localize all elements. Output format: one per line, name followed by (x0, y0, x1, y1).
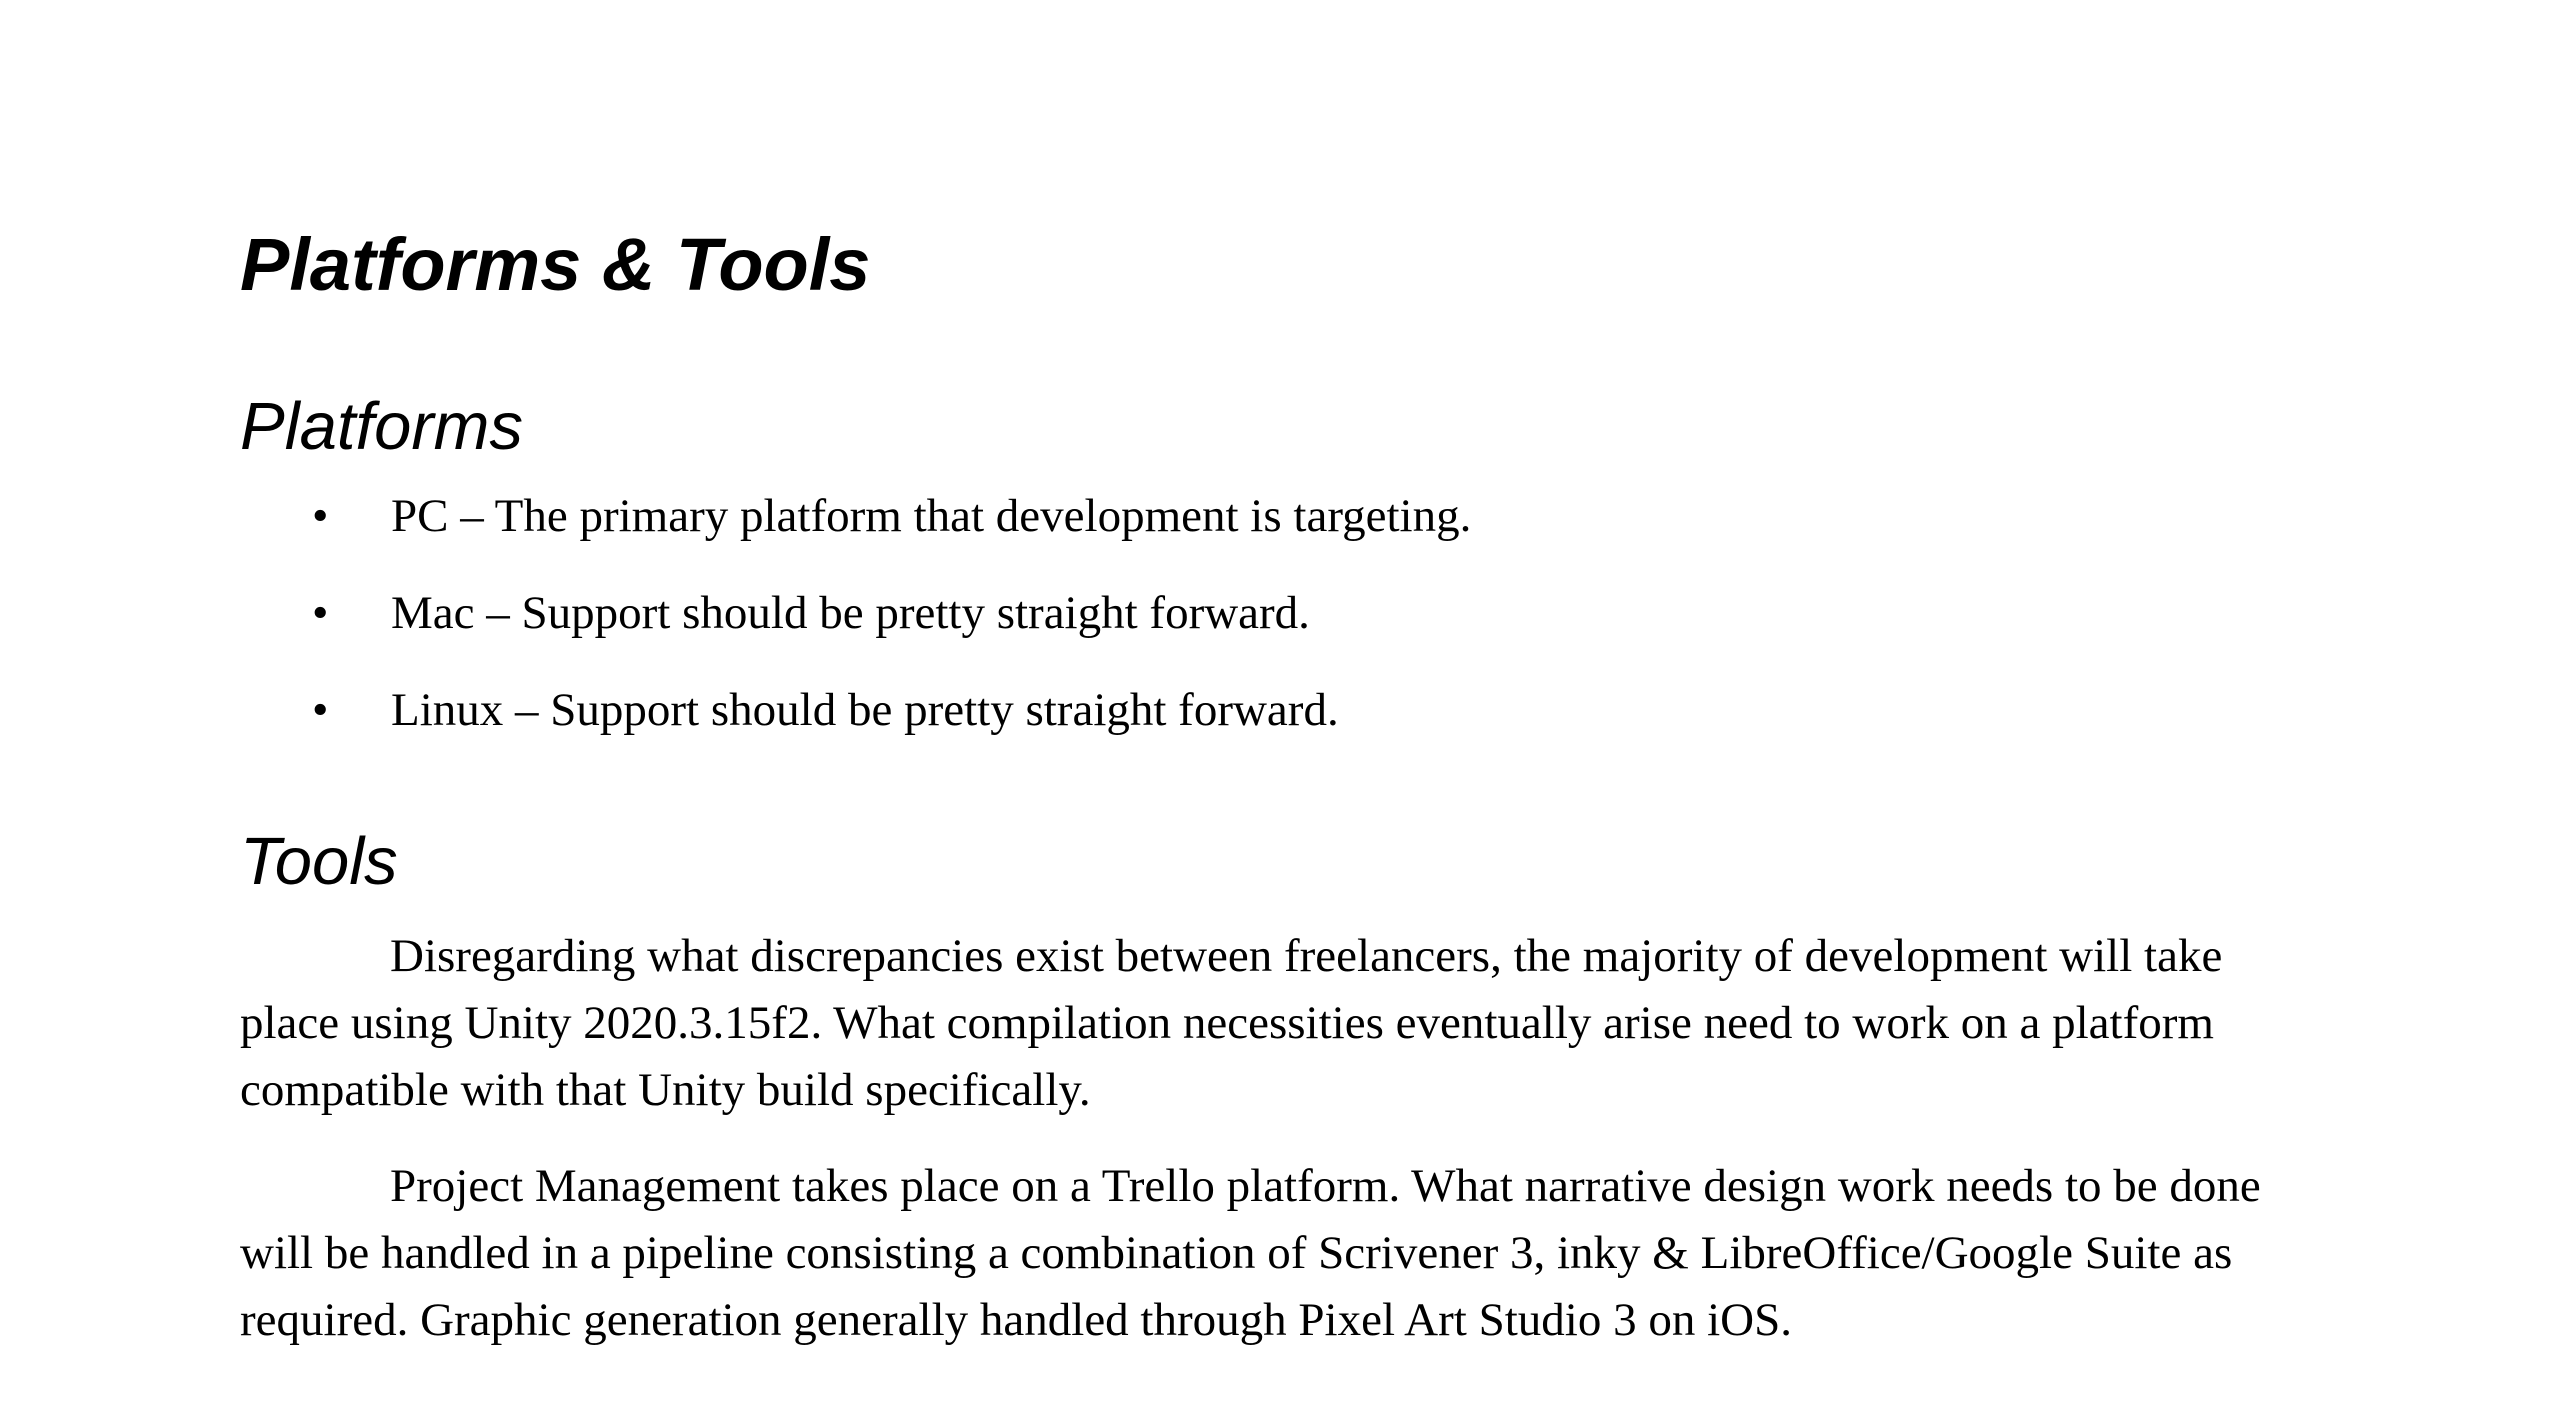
platforms-heading: Platforms (240, 389, 523, 464)
bullet-icon: • (312, 684, 329, 736)
tools-heading: Tools (240, 824, 398, 899)
platform-item-text: Mac – Support should be pretty straight forward. (391, 587, 1310, 639)
bullet-icon: • (312, 587, 329, 639)
bullet-icon: • (312, 490, 329, 542)
platform-item-text: Linux – Support should be pretty straight forward. (391, 684, 1339, 736)
tools-paragraph-unity: Disregarding what discrepancies exist between freelancers, the majority of development will take place using Unity 2020.3.15f2. What compilation necessities eventually arise need to work on a platform compatible with that Unity build specifically. (240, 930, 2223, 1116)
platform-item-text: PC – The primary platform that development is targeting. (391, 490, 1472, 542)
tools-paragraph-pipeline: Project Management takes place on a Trello platform. What narrative design work needs to be done will be handled in a pipeline consisting a combination of Scrivener 3, inky & LibreOffice/Google Suite as required. Graphic generation generally handled through Pixel Art Studio 3 on iOS. (240, 1160, 2261, 1346)
page-title: Platforms & Tools (240, 223, 871, 306)
